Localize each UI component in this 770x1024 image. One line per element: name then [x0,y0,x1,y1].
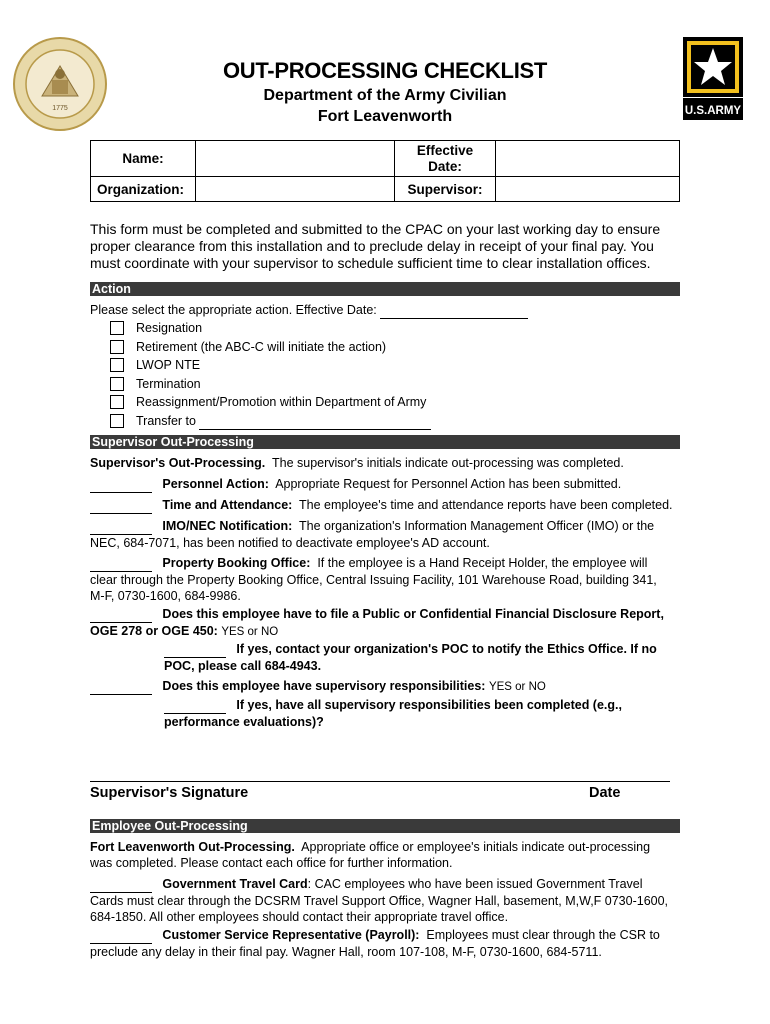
termination-checkbox[interactable] [110,377,124,391]
financial-disclosure-question-2: OGE 278 or OGE 450: [90,624,218,638]
supervisor-intro [90,455,680,471]
financial-disclosure-yes-no: YES or NO [221,626,279,638]
employee-intro-text: Appropriate office or employee's initials indicate out-processing [301,840,651,854]
supervisory-responsibilities-item [90,678,680,695]
payroll-csr-initials[interactable] [90,927,152,944]
travel-card-initials[interactable] [90,876,152,893]
property-booking-initials[interactable] [90,555,152,572]
ethics-poc-text: If yes, contact your organization's POC to notify the Ethics Office. If no [236,642,657,656]
reassignment-label: Reassignment/Promotion within Department of Army [136,395,427,409]
resignation-checkbox[interactable] [110,321,124,335]
signature-date-label: Date [589,785,621,801]
name-field[interactable] [196,141,395,177]
imo-nec-text: The organization's Information Management Officer (IMO) or the [299,519,655,533]
time-attendance-title: Time and Attendance: [162,498,293,512]
responsibilities-completed-text-2: performance evaluations)? [164,715,324,729]
imo-nec-title: IMO/NEC Notification: [162,519,293,533]
action-prompt [90,302,528,319]
payroll-csr-item [90,927,680,960]
action-prompt-text: Please select the appropriate action. Effective Date: [90,303,377,317]
travel-card-text: : CAC employees who have been issued Government Travel [307,877,643,891]
effective-date-field[interactable] [496,141,680,177]
property-booking-text-2: clear through the Property Booking Office, Central Issuing Facility, 101 Warehouse Road, building 341, [90,573,657,587]
personnel-action-text: Appropriate Request for Personnel Action has been submitted. [275,477,622,491]
travel-card-item [90,876,680,925]
action-section-header: Action [90,282,680,296]
financial-disclosure-question: Does this employee have to file a Public or Confidential Financial Disclosure Report, [162,607,664,621]
supervisory-responsibilities-initials[interactable] [90,678,152,695]
ethics-poc-text-2: POC, please call 684-4943. [164,659,322,673]
page-title: OUT-PROCESSING CHECKLIST [222,58,548,83]
property-booking-title: Property Booking Office: [162,556,311,570]
employee-intro-title: Fort Leavenworth Out-Processing. [90,840,295,854]
ethics-poc-item [164,641,680,674]
effective-date-label [395,141,496,177]
page-subtitle-location: Fort Leavenworth [317,108,453,125]
property-booking-text: If the employee is a Hand Receipt Holder, the employee will [317,556,648,570]
transfer-checkbox[interactable] [110,414,124,428]
supervisory-responsibilities-yes-no: YES or NO [488,681,546,693]
property-booking-text-3: M-F, 0730-1600, 684-9986. [90,589,241,603]
organization-field[interactable] [196,177,395,202]
personnel-action-item [90,476,680,493]
page-subtitle-department: Department of the Army Civilian [263,87,507,104]
name-label: Name: [91,141,196,177]
property-booking-item [90,555,680,604]
transfer-to-field[interactable] [199,413,431,430]
supervisor-intro-title: Supervisor's Out-Processing. [90,456,266,470]
responsibilities-completed-text: If yes, have all supervisory responsibilities been completed (e.g., [236,698,622,712]
action-effective-date-field[interactable] [380,302,528,319]
ethics-poc-initials[interactable] [164,641,226,658]
financial-disclosure-item [90,606,680,640]
supervisor-label: Supervisor: [395,177,496,202]
supervisory-responsibilities-question: Does this employee have supervisory responsibilities: [162,679,486,693]
lwop-label: LWOP NTE [136,358,201,372]
imo-nec-item [90,518,680,551]
supervisor-signature-label: Supervisor's Signature [90,785,249,801]
reassignment-checkbox[interactable] [110,395,124,409]
effective-date-label-line1: Effective [416,142,474,158]
us-army-logo-text: U.S.ARMY [684,105,742,117]
travel-card-text-3: 684-1850. All other employees should contact their appropriate travel office. [90,910,509,924]
imo-nec-initials[interactable] [90,518,152,535]
personnel-action-title: Personnel Action: [162,477,269,491]
payroll-csr-text: Employees must clear through the CSR to [426,928,660,942]
employee-section-header: Employee Out-Processing [90,819,680,833]
retirement-label: Retirement (the ABC-C will initiate the action) [136,340,387,354]
transfer-label: Transfer to [136,414,196,428]
resignation-label: Resignation [136,321,203,335]
organization-label: Organization: [91,177,196,202]
time-attendance-item [90,497,680,514]
supervisor-section-header: Supervisor Out-Processing [90,435,680,449]
personnel-action-initials[interactable] [90,476,152,493]
termination-label: Termination [136,377,201,391]
time-attendance-initials[interactable] [90,497,152,514]
payroll-csr-text-2: preclude any delay in their final pay. Wagner Hall, room 107-108, M-F, 0730-1600, 684-5711. [90,945,602,959]
lwop-checkbox[interactable] [110,358,124,372]
financial-disclosure-initials[interactable] [90,606,152,623]
travel-card-title: Government Travel Card [162,877,308,891]
imo-nec-text-2: NEC, 684-7071, has been notified to deactivate employee's AD account. [90,536,490,550]
supervisor-intro-text: The supervisor's initials indicate out-processing was completed. [271,456,624,470]
effective-date-label-line2: Date: [428,158,462,174]
payroll-csr-title: Customer Service Representative (Payroll): [162,928,420,942]
responsibilities-completed-initials[interactable] [164,697,226,714]
transfer-option [136,413,431,430]
supervisor-field[interactable] [496,177,680,202]
travel-card-text-2: Cards must clear through the DCSRM Travel Support Office, Wagner Hall, basement, M,W,F 0730-1600, [90,894,669,908]
employee-intro-text-2: was completed. Please contact each office for further information. [90,856,453,870]
time-attendance-text: The employee's time and attendance reports have been completed. [299,498,673,512]
retirement-checkbox[interactable] [110,340,124,354]
signature-line[interactable] [90,781,670,782]
seal-year: 1775 [52,105,68,112]
responsibilities-completed-item [164,697,680,730]
intro-paragraph: This form must be completed and submitted to the CPAC on your last working day to ensure proper clearance from this installation and to preclude delay in receipt of your final pay. You must coordinate with your supervisor to schedule sufficient time to clear installation offices. [90,221,661,271]
employee-info-table [90,140,680,202]
employee-intro [90,839,680,871]
